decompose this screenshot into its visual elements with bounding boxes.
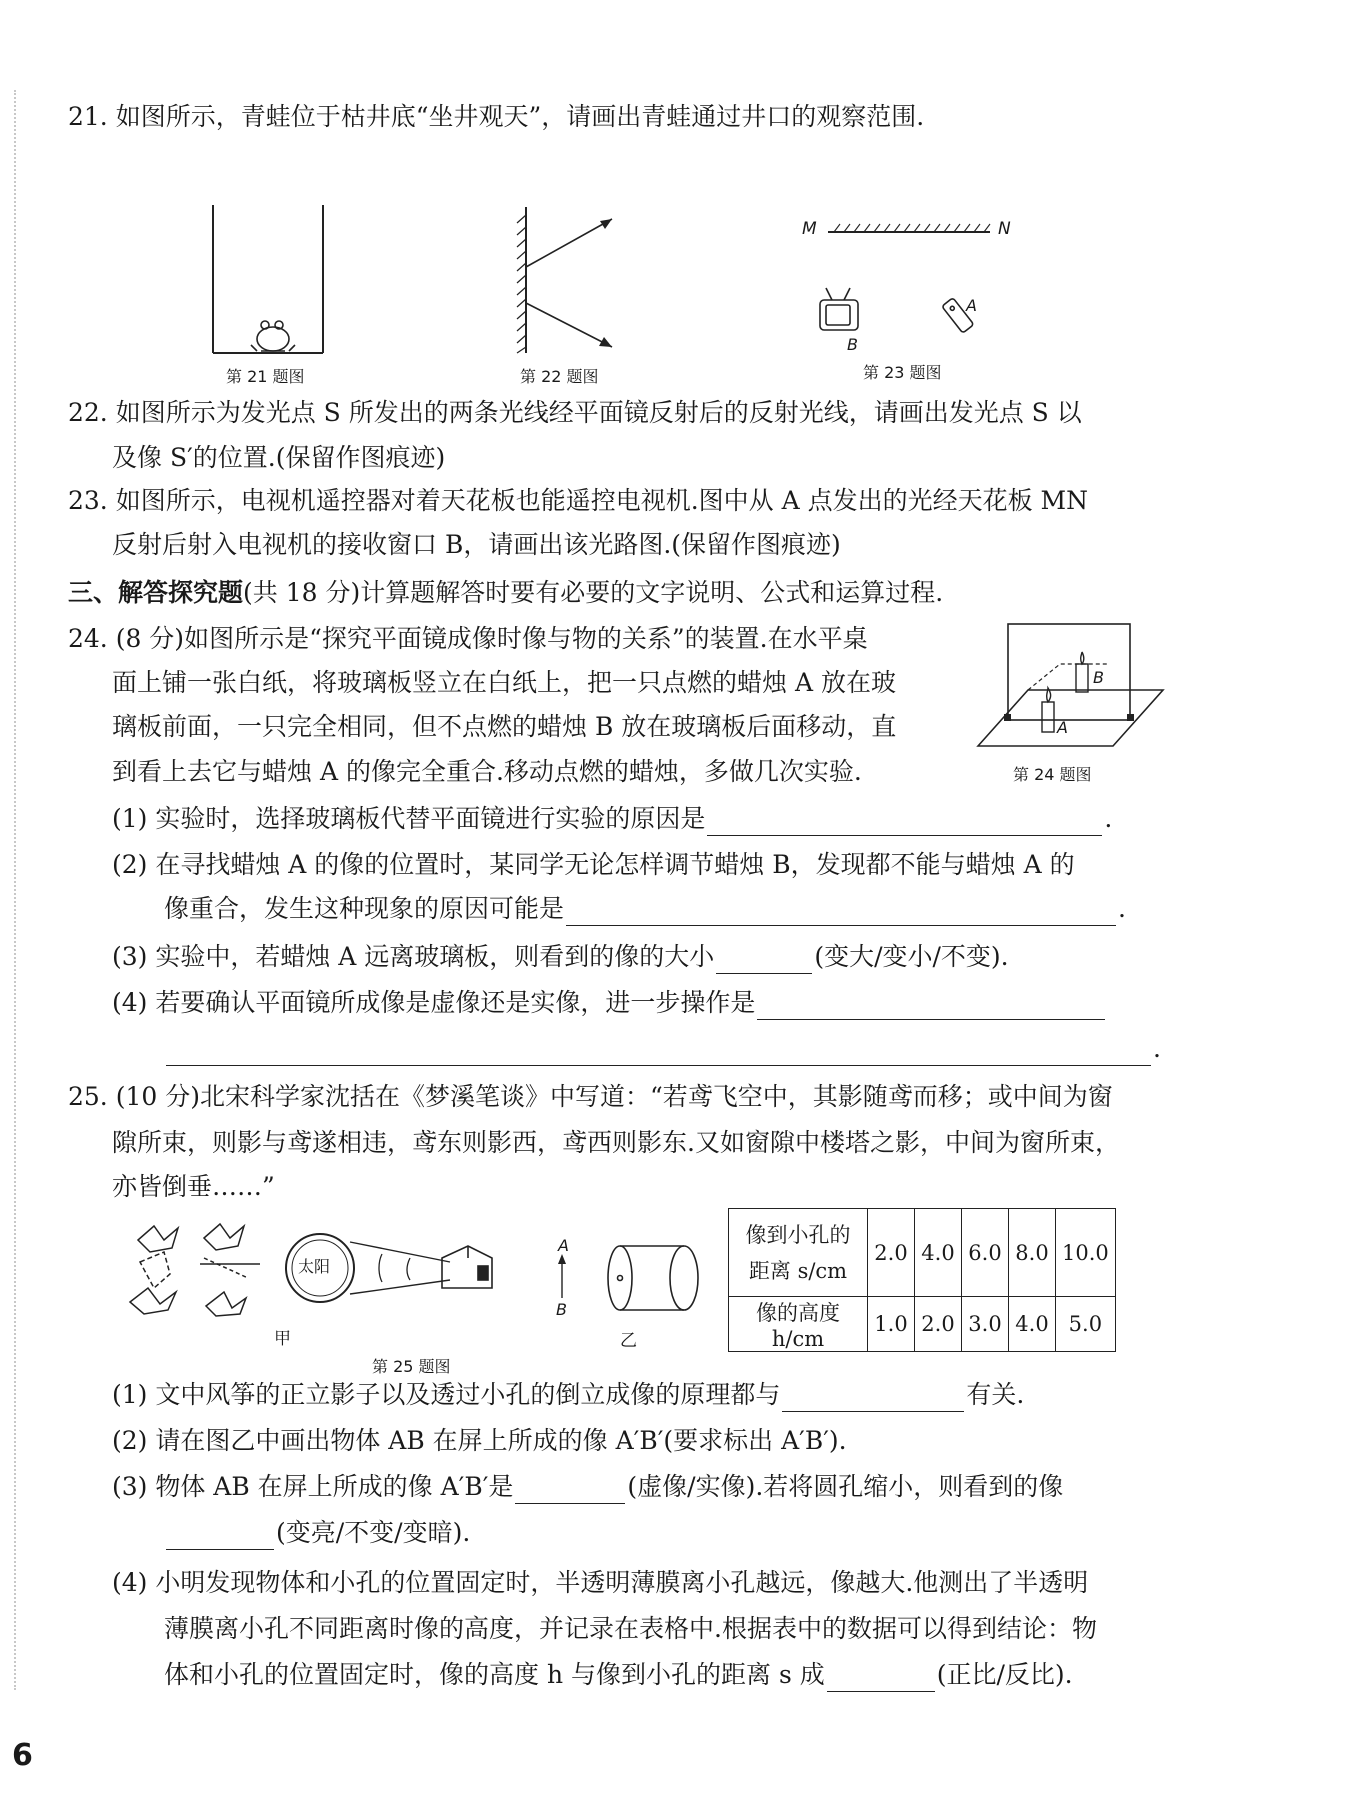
table-cell: 4.0 (915, 1209, 962, 1297)
fig23-label-n: N (998, 219, 1011, 239)
q25-line1: 25. (10 分)北宋科学家沈括在《梦溪笔谈》中写道：“若鸢飞空中，其影随鸢而移；或中间为窗 (68, 1082, 1113, 1111)
fig23-label-a: A (966, 296, 977, 315)
q24-part1-answer-blank[interactable] (707, 809, 1102, 836)
fig25-yi-label: 乙 (620, 1331, 637, 1351)
q24-part4-text: (4) 若要确认平面镜所成像是虚像还是实像，进一步操作是 (112, 988, 756, 1017)
section3-rest: (共 18 分)计算题解答时要有必要的文字说明、公式和运算过程. (243, 578, 944, 607)
table-header-distance (729, 1209, 868, 1297)
q25-part3-text: (3) 物体 AB 在屏上所成的像 A′B′是 (112, 1472, 514, 1501)
tv-icon (820, 288, 858, 330)
q25-line2: 隙所束，则影与鸢遂相违，鸢东则影西，鸢西则影东.又如窗隙中楼塔之影，中间为窗所束， (112, 1128, 1120, 1157)
q24-part4-answer-blank-2[interactable] (166, 1039, 1151, 1066)
q25-part3-text2: (虚像/实像).若将圆孔缩小，则看到的像 (627, 1472, 1064, 1501)
fig25-yi (548, 1238, 708, 1330)
table-cell: 3.0 (962, 1297, 1009, 1352)
q24-part4-line2 (164, 1032, 1161, 1066)
q25-part4a: (4) 小明发现物体和小孔的位置固定时，半透明薄膜离小孔越远，像越大.他测出了半透明 (112, 1568, 1089, 1597)
q24-part4 (112, 986, 1107, 1020)
table-cell: 2.0 (868, 1209, 915, 1297)
table-cell: 4.0 (1009, 1297, 1056, 1352)
q24-part2b-text: 像重合，发生这种现象的原因可能是 (164, 894, 565, 923)
section3-title: 三、解答探究题 (68, 578, 244, 607)
q25-part3 (112, 1470, 1063, 1504)
q23-line2: 反射后射入电视机的接收窗口 B，请画出该光路图.(保留作图痕迹) (112, 530, 841, 559)
q22-line2: 及像 S′的位置.(保留作图痕迹) (112, 443, 446, 472)
q24-line3: 璃板前面，一只完全相同，但不点燃的蜡烛 B 放在玻璃板后面移动，直 (112, 712, 897, 741)
sun-label: 太阳 (298, 1257, 331, 1276)
table-row (729, 1209, 1116, 1297)
fig24-label-b: B (1093, 668, 1104, 687)
q25-part2: (2) 请在图乙中画出物体 AB 在屏上所成的像 A′B′(要求标出 A′B′). (112, 1426, 847, 1455)
q25-part1-text: (1) 文中风筝的正立影子以及透过小孔的倒立成像的原理都与 (112, 1380, 781, 1409)
period: . (1104, 804, 1113, 833)
section3-heading (68, 576, 943, 610)
kite-shadow-icon (130, 1226, 178, 1314)
q25-part1-answer-blank[interactable] (782, 1385, 964, 1412)
period: . (1153, 1034, 1161, 1063)
fig23-label-m: M (802, 219, 817, 239)
table-cell: 2.0 (915, 1297, 962, 1352)
q24-part2a: (2) 在寻找蜡烛 A 的像的位置时，某同学无论怎样调节蜡烛 B，发现都不能与蜡烛 A 的 (112, 850, 1075, 879)
q24-part4-answer-blank[interactable] (757, 993, 1105, 1020)
fig25-jia-label: 甲 (274, 1329, 291, 1349)
q25-part4c (164, 1658, 1073, 1692)
q24-part3 (112, 940, 1009, 974)
fig21-well (205, 205, 335, 360)
q22-line1: 22. 如图所示为发光点 S 所发出的两条光线经平面镜反射后的反射光线，请画出发光点 S 以 (68, 398, 1082, 427)
q24-part2b (164, 892, 1126, 926)
table-cell: 5.0 (1056, 1297, 1116, 1352)
table-cell: 6.0 (962, 1209, 1009, 1297)
fig21-caption: 第 21 题图 (226, 367, 305, 386)
fig23-caption: 第 23 题图 (863, 363, 942, 382)
table-cell: 10.0 (1056, 1209, 1116, 1297)
q25-part1 (112, 1378, 1024, 1412)
fig22-caption: 第 22 题图 (520, 367, 599, 386)
table-header-height: 像的高度 h/cm (729, 1297, 868, 1352)
candle-b-icon (1076, 652, 1088, 692)
q25-part4b: 薄膜离小孔不同距离时像的高度，并记录在表格中.根据表中的数据可以得到结论：物 (164, 1614, 1097, 1643)
header-line: 距离 s/cm (748, 1258, 848, 1283)
q24-part3-answer-blank[interactable] (716, 947, 812, 974)
object-label-a: A (558, 1236, 569, 1255)
q24-part2-answer-blank[interactable] (566, 899, 1116, 926)
header-line: 像到小孔的 (745, 1222, 851, 1247)
q25-line3: 亦皆倒垂……” (112, 1172, 275, 1201)
fig22-mirror (512, 205, 627, 355)
pinhole-cylinder-icon (608, 1246, 698, 1310)
q25-part3-options: (变亮/不变/变暗). (276, 1518, 471, 1547)
q24-part1-text: (1) 实验时，选择玻璃板代替平面镜进行实验的原因是 (112, 804, 706, 833)
q23-line1: 23. 如图所示，电视机遥控器对着天花板也能遥控电视机.图中从 A 点发出的光经天花板 MN (68, 486, 1089, 515)
margin-dotted-line (14, 90, 16, 1690)
frog-icon (251, 321, 295, 351)
pinhole-box-icon (442, 1246, 492, 1288)
q24-part3-options: (变大/变小/不变). (814, 942, 1009, 971)
inverted-image-icon (200, 1224, 260, 1316)
table-cell: 8.0 (1009, 1209, 1056, 1297)
q24-line2: 面上铺一张白纸，将玻璃板竖立在白纸上，把一只点燃的蜡烛 A 放在玻 (112, 668, 896, 697)
candle-a-icon (1042, 688, 1054, 732)
q25-part4-answer-blank[interactable] (827, 1665, 935, 1692)
q25-part3-answer-blank-2[interactable] (166, 1523, 274, 1550)
q25-part3-line2 (164, 1516, 470, 1550)
q24-part1 (112, 802, 1112, 836)
fig23-label-b: B (847, 335, 858, 354)
q25-part4-options: (正比/反比). (936, 1660, 1073, 1689)
object-label-b: B (556, 1300, 567, 1319)
table-row (729, 1297, 1116, 1352)
period: . (1118, 894, 1126, 923)
q24-line4: 到看上去它与蜡烛 A 的像完全重合.移动点燃的蜡烛，多做几次实验. (112, 757, 862, 786)
q24-part3-text: (3) 实验中，若蜡烛 A 远离玻璃板，则看到的像的大小 (112, 942, 715, 971)
q25-part3-answer-blank[interactable] (515, 1477, 625, 1504)
page-number: 6 (12, 1738, 33, 1773)
q25-part1-end: 有关. (966, 1380, 1025, 1409)
fig25-caption: 第 25 题图 (372, 1357, 451, 1376)
q24-line1: 24. (8 分)如图所示是“探究平面镜成像时像与物的关系”的装置.在水平桌 (68, 624, 868, 653)
fig24-caption: 第 24 题图 (1013, 765, 1092, 784)
q25-part4-text: 体和小孔的位置固定时，像的高度 h 与像到小孔的距离 s 成 (164, 1660, 825, 1689)
fig24-label-a: A (1057, 718, 1068, 737)
distance-height-table (728, 1208, 1116, 1352)
fig24-glass-plate (968, 618, 1168, 753)
fig23-ceiling (800, 218, 1020, 358)
q21-text: 21. 如图所示，青蛙位于枯井底“坐井观天”，请画出青蛙通过井口的观察范围. (68, 102, 925, 131)
table-cell: 1.0 (868, 1297, 915, 1352)
